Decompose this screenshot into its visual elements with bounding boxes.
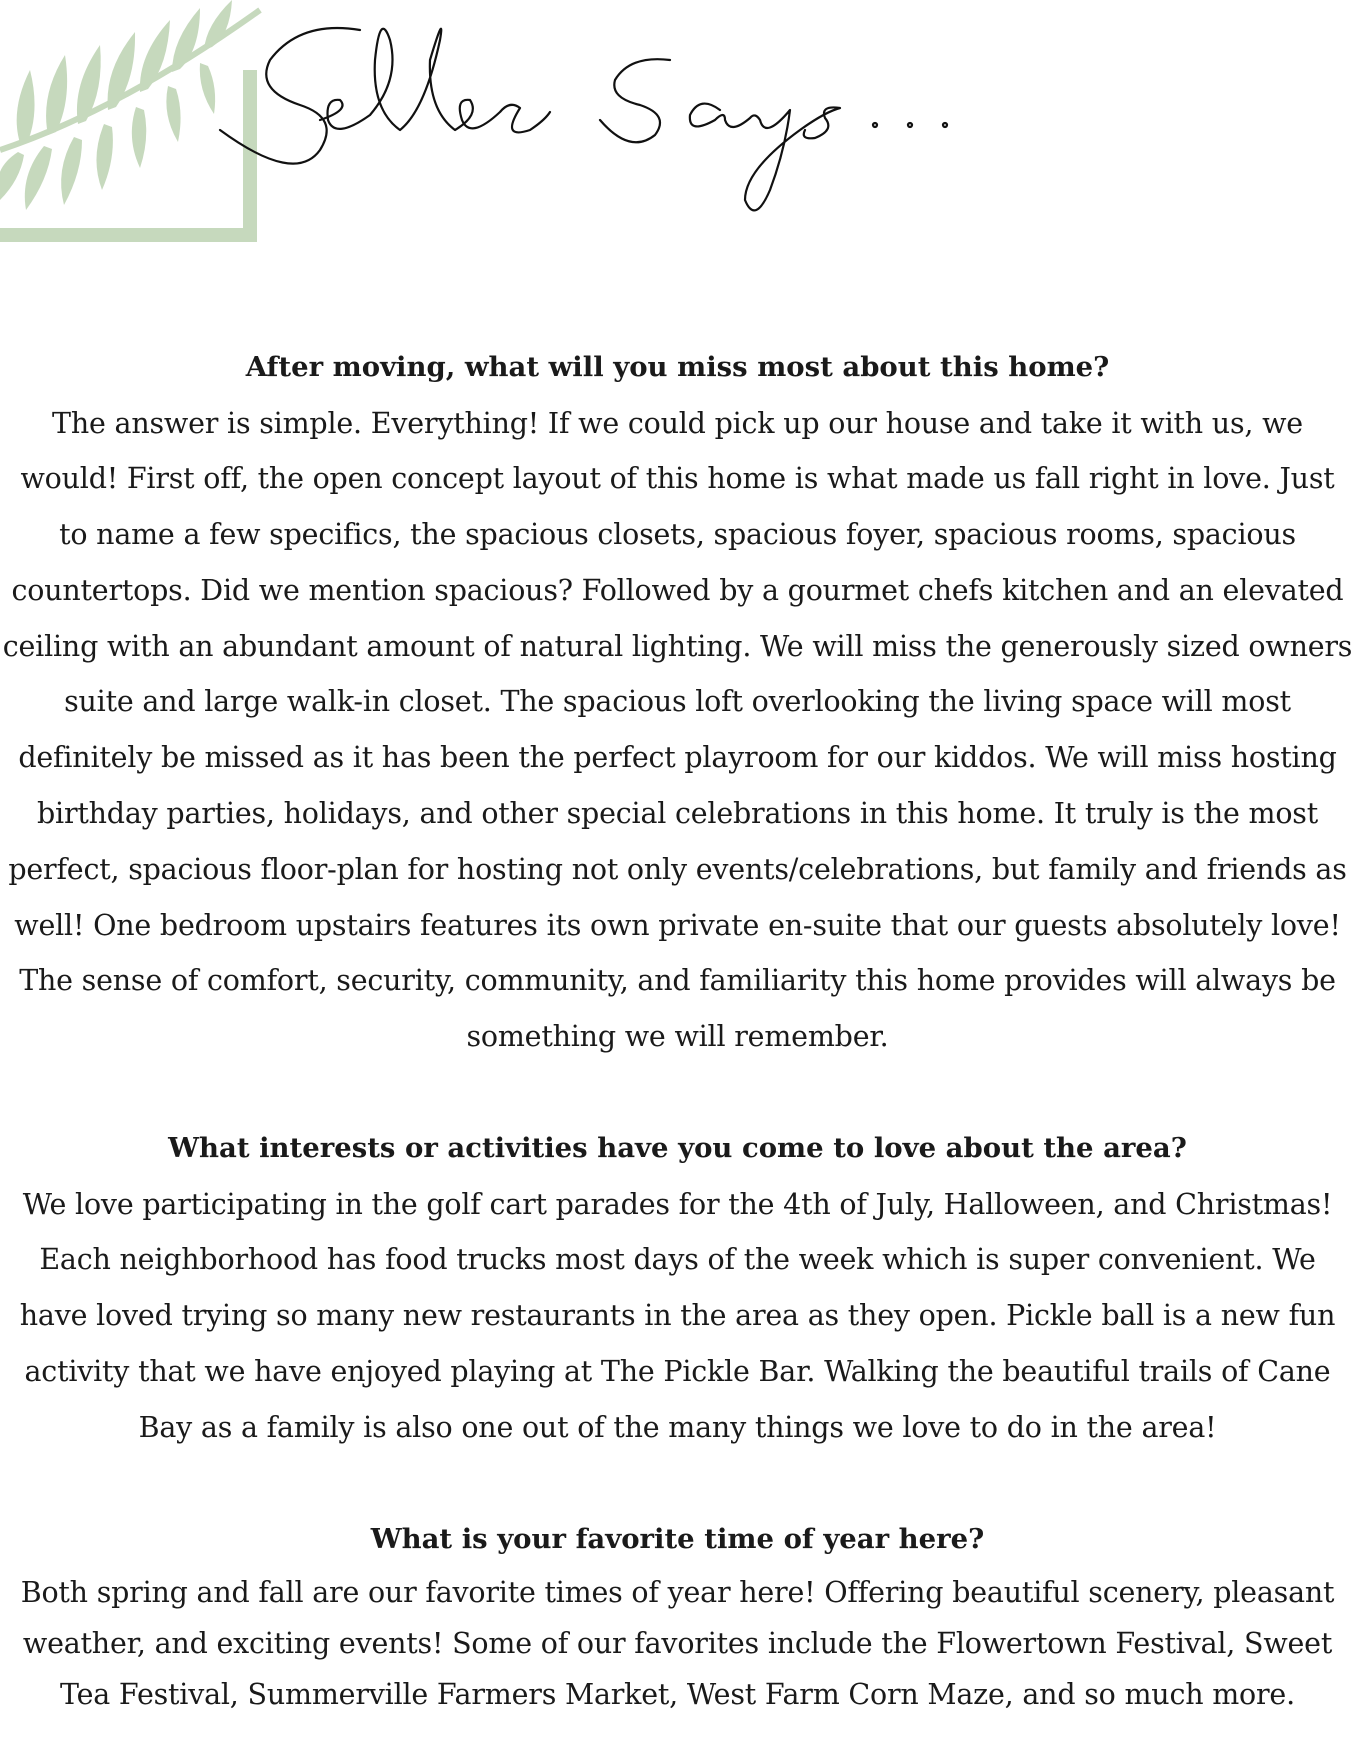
qa-content — [0, 340, 1355, 1764]
question-heading: What is your favorite time of year here? — [370, 1522, 985, 1555]
answer-paragraph: We love participating in the golf cart parades for the 4th of July, Halloween, and Christmas! Each neighborhood has food trucks most days of the week which is super convenient. We have loved trying so many new restaurants in the area as they open. Pickle ball is a new fun activity that we have enjoyed playing at The Pickle Bar. Walking the beautiful trails of Cane Bay as a family is also one out of the many things we love to do in the area! — [19, 1187, 1336, 1444]
question-heading: After moving, what will you miss most about this home? — [245, 351, 1110, 383]
qa-section — [0, 340, 1355, 1065]
answer-paragraph: The answer is simple. Everything! If we could pick up our house and take it with us, we would! First off, the open concept layout of this home is what made us fall right in love. Just to name a few specifics, the spacious closets, spacious foyer, spacious rooms, spacious countertops. Did we mention spacious? Followed by a gourmet chefs kitchen and an elevated ceiling with an abundant amount of natural lighting. We will miss the generously sized owners suite and large walk-in closet. The spacious loft overlooking the living space will most definitely be missed as it has been the perfect playroom for our kiddos. We will miss hosting birthday parties, holidays, and other special celebrations in this home. It truly is the most perfect, spacious floor-plan for hosting not only events/celebrations, but family and friends as well! One bedroom upstairs features its own private en-suite that our guests absolutely love! The sense of comfort, security, community, and familiarity this home provides will always be something we will remember. — [2, 406, 1353, 1054]
question-heading: What interests or activities have you come to love about the area? — [168, 1132, 1187, 1165]
title-script-lettering — [200, 0, 1100, 260]
leaf-icon — [0, 0, 232, 210]
qa-section — [0, 1121, 1355, 1455]
answer-paragraph: Both spring and fall are our favorite times of year here! Offering beautiful scenery, pleasant weather, and exciting events! Some of our favorites include the Flowertown Festival, Sweet Tea Festival, Summerville Farmers Market, West Farm Corn Maze, and so much more. — [20, 1576, 1335, 1712]
qa-section — [0, 1512, 1355, 1721]
